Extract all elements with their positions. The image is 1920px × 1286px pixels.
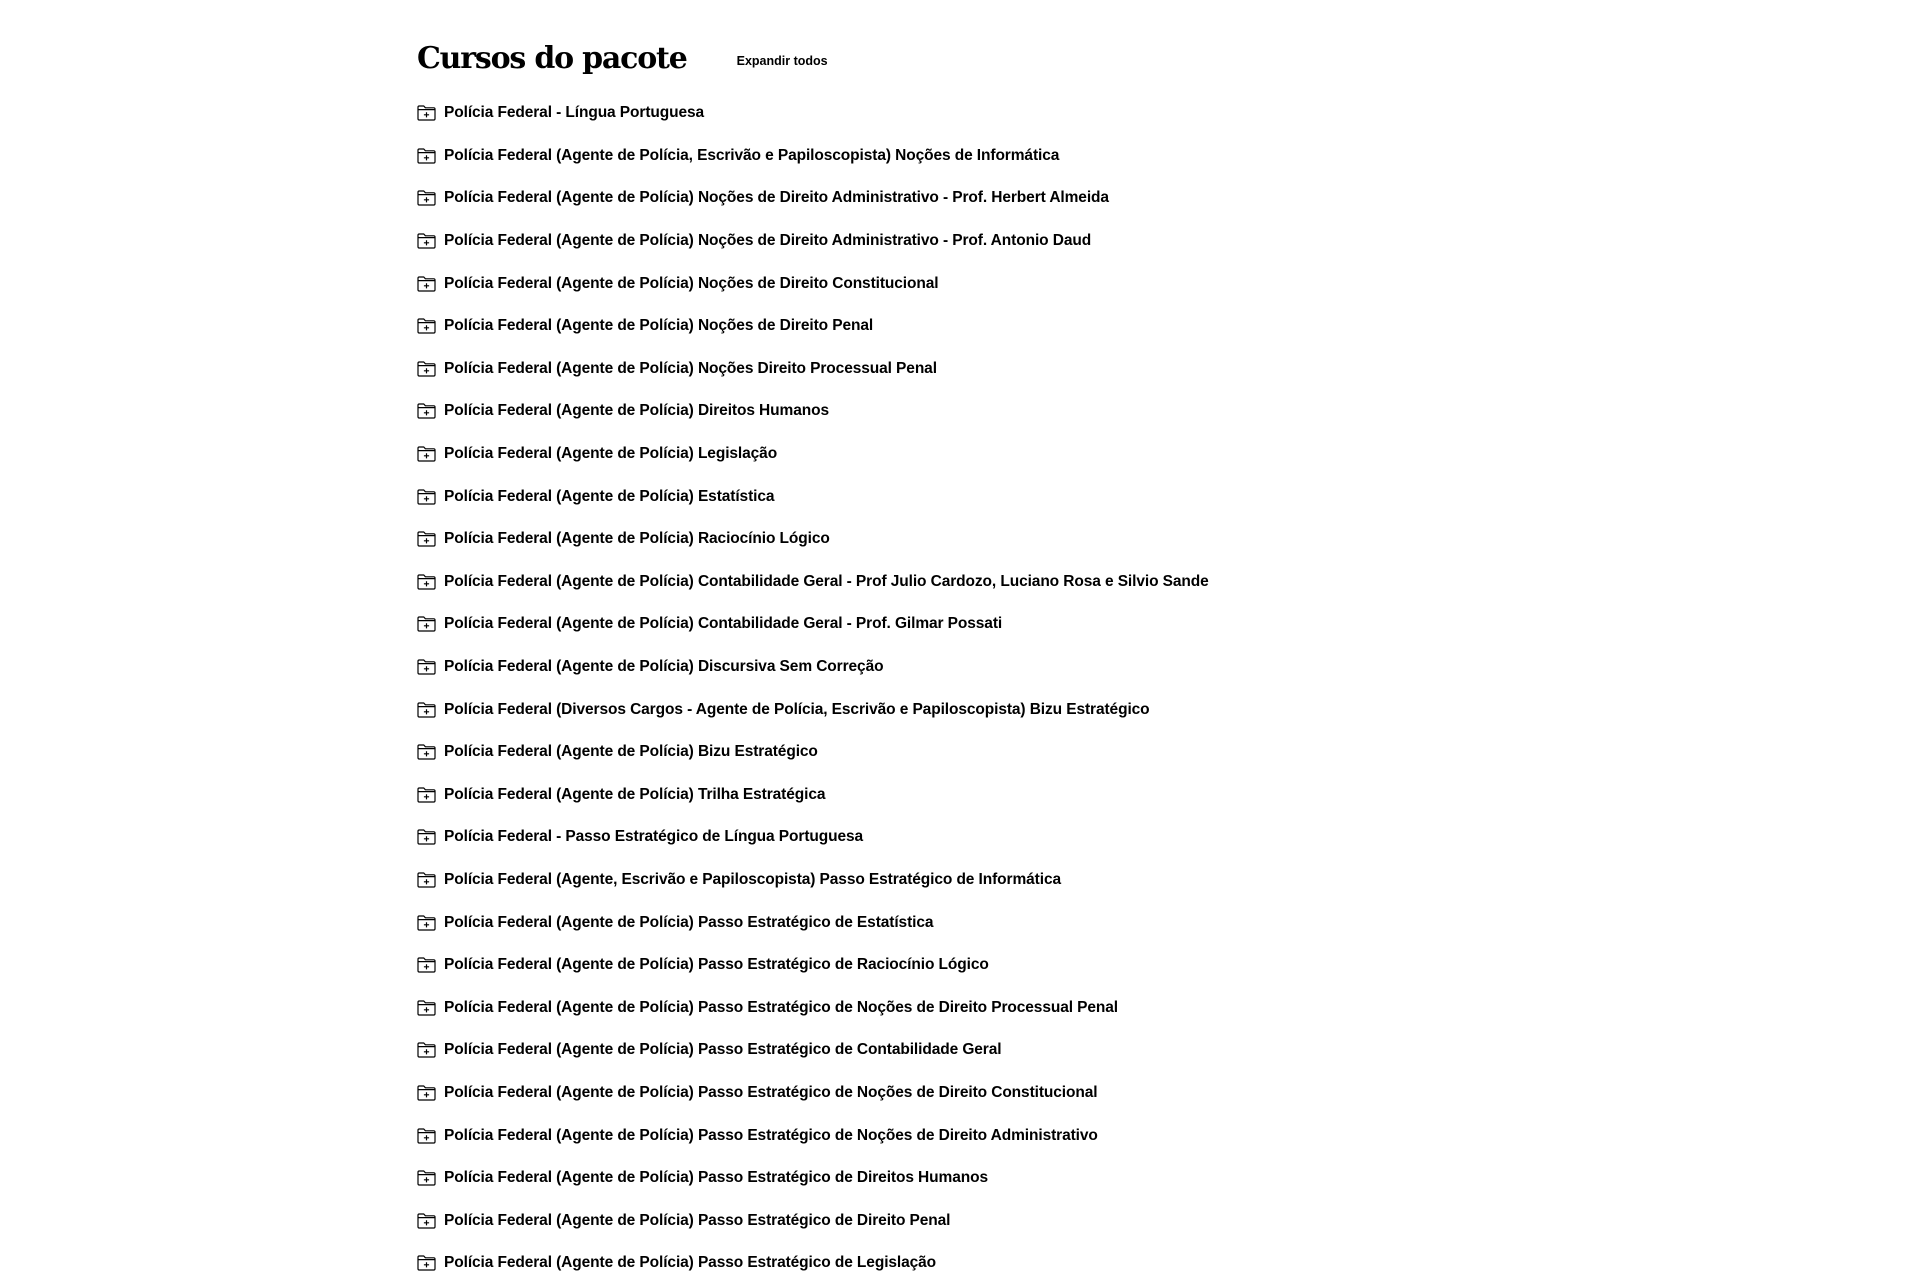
course-label: Polícia Federal (Agente de Polícia) Estatística xyxy=(444,487,775,505)
course-item[interactable] xyxy=(417,433,1517,476)
folder-plus-icon[interactable] xyxy=(417,787,436,803)
course-label: Polícia Federal (Agente de Polícia) Bizu Estratégico xyxy=(444,743,818,761)
course-label: Polícia Federal (Agente de Polícia) Trilha Estratégica xyxy=(444,785,826,803)
course-item[interactable] xyxy=(417,262,1517,305)
folder-plus-icon[interactable] xyxy=(417,1255,436,1271)
course-label: Polícia Federal (Agente de Polícia) Passo Estratégico de Noções de Direito Administrativo xyxy=(444,1126,1098,1144)
course-item[interactable] xyxy=(417,220,1517,263)
course-label: Polícia Federal (Agente de Polícia) Noções de Direito Administrativo - Prof. Herbert Almeida xyxy=(444,189,1109,207)
folder-plus-icon[interactable] xyxy=(417,190,436,206)
folder-plus-icon[interactable] xyxy=(417,531,436,547)
course-label: Polícia Federal (Agente de Polícia) Passo Estratégico de Direitos Humanos xyxy=(444,1169,988,1187)
course-item[interactable] xyxy=(417,561,1517,604)
section-title: Cursos do pacote xyxy=(417,41,687,76)
folder-plus-icon[interactable] xyxy=(417,574,436,590)
course-label: Polícia Federal - Passo Estratégico de Língua Portuguesa xyxy=(444,828,864,846)
course-label: Polícia Federal (Agente de Polícia, Escrivão e Papiloscopista) Noções de Informática xyxy=(444,146,1060,164)
course-item[interactable] xyxy=(417,816,1517,859)
folder-plus-icon[interactable] xyxy=(417,744,436,760)
course-label: Polícia Federal (Agente de Polícia) Contabilidade Geral - Prof Julio Cardozo, Luciano Rosa e Silvio Sande xyxy=(444,572,1209,590)
course-item[interactable] xyxy=(417,177,1517,220)
folder-plus-icon[interactable] xyxy=(417,276,436,292)
course-item[interactable] xyxy=(417,731,1517,774)
folder-plus-icon[interactable] xyxy=(417,446,436,462)
folder-plus-icon[interactable] xyxy=(417,403,436,419)
course-item[interactable] xyxy=(417,774,1517,817)
course-item[interactable] xyxy=(417,348,1517,391)
course-item[interactable] xyxy=(417,475,1517,518)
course-item[interactable] xyxy=(417,305,1517,348)
course-label: Polícia Federal (Agente de Polícia) Raciocínio Lógico xyxy=(444,530,830,548)
course-list xyxy=(417,92,1517,1285)
folder-plus-icon[interactable] xyxy=(417,1170,436,1186)
folder-plus-icon[interactable] xyxy=(417,616,436,632)
folder-plus-icon[interactable] xyxy=(417,1042,436,1058)
course-label: Polícia Federal (Agente de Polícia) Passo Estratégico de Legislação xyxy=(444,1254,937,1272)
course-item[interactable] xyxy=(417,1242,1517,1285)
course-label: Polícia Federal (Agente de Polícia) Contabilidade Geral - Prof. Gilmar Possati xyxy=(444,615,1003,633)
course-item[interactable] xyxy=(417,1199,1517,1242)
course-item[interactable] xyxy=(417,1157,1517,1200)
course-item[interactable] xyxy=(417,944,1517,987)
course-item[interactable] xyxy=(417,390,1517,433)
course-label: Polícia Federal (Agente de Polícia) Passo Estratégico de Noções de Direito Processual Penal xyxy=(444,998,1118,1016)
course-item[interactable] xyxy=(417,1114,1517,1157)
course-item[interactable] xyxy=(417,92,1517,135)
section-header xyxy=(417,36,1517,82)
folder-plus-icon[interactable] xyxy=(417,233,436,249)
course-item[interactable] xyxy=(417,1029,1517,1072)
course-label: Polícia Federal (Agente de Polícia) Noções Direito Processual Penal xyxy=(444,359,937,377)
folder-plus-icon[interactable] xyxy=(417,702,436,718)
folder-plus-icon[interactable] xyxy=(417,489,436,505)
course-item[interactable] xyxy=(417,135,1517,178)
course-label: Polícia Federal (Agente de Polícia) Passo Estratégico de Direito Penal xyxy=(444,1211,951,1229)
folder-plus-icon[interactable] xyxy=(417,957,436,973)
course-item[interactable] xyxy=(417,688,1517,731)
course-label: Polícia Federal (Agente de Polícia) Direitos Humanos xyxy=(444,402,829,420)
folder-plus-icon[interactable] xyxy=(417,872,436,888)
course-label: Polícia Federal (Diversos Cargos - Agente de Polícia, Escrivão e Papiloscopista) Bizu Estratégico xyxy=(444,700,1150,718)
course-item[interactable] xyxy=(417,1072,1517,1115)
course-label: Polícia Federal (Agente de Polícia) Legislação xyxy=(444,445,778,463)
course-label: Polícia Federal (Agente de Polícia) Passo Estratégico de Noções de Direito Constitucional xyxy=(444,1083,1098,1101)
course-label: Polícia Federal (Agente de Polícia) Noções de Direito Penal xyxy=(444,317,874,335)
course-label: Polícia Federal (Agente, Escrivão e Papiloscopista) Passo Estratégico de Informática xyxy=(444,870,1061,888)
folder-plus-icon[interactable] xyxy=(417,1085,436,1101)
course-label: Polícia Federal - Língua Portuguesa xyxy=(444,104,705,122)
folder-plus-icon[interactable] xyxy=(417,1128,436,1144)
course-label: Polícia Federal (Agente de Polícia) Passo Estratégico de Estatística xyxy=(444,913,934,931)
course-package-section xyxy=(417,36,1517,1285)
folder-plus-icon[interactable] xyxy=(417,659,436,675)
course-item[interactable] xyxy=(417,646,1517,689)
folder-plus-icon[interactable] xyxy=(417,105,436,121)
course-item[interactable] xyxy=(417,603,1517,646)
folder-plus-icon[interactable] xyxy=(417,915,436,931)
folder-plus-icon[interactable] xyxy=(417,318,436,334)
course-item[interactable] xyxy=(417,859,1517,902)
course-label: Polícia Federal (Agente de Polícia) Passo Estratégico de Raciocínio Lógico xyxy=(444,956,989,974)
course-item[interactable] xyxy=(417,518,1517,561)
course-label: Polícia Federal (Agente de Polícia) Passo Estratégico de Contabilidade Geral xyxy=(444,1041,1002,1059)
folder-plus-icon[interactable] xyxy=(417,1213,436,1229)
course-label: Polícia Federal (Agente de Polícia) Noções de Direito Constitucional xyxy=(444,274,939,292)
expand-all-button[interactable]: Expandir todos xyxy=(737,50,828,72)
folder-plus-icon[interactable] xyxy=(417,361,436,377)
course-label: Polícia Federal (Agente de Polícia) Discursiva Sem Correção xyxy=(444,658,884,676)
course-label: Polícia Federal (Agente de Polícia) Noções de Direito Administrativo - Prof. Antonio Daud xyxy=(444,232,1092,250)
folder-plus-icon[interactable] xyxy=(417,148,436,164)
course-item[interactable] xyxy=(417,901,1517,944)
course-item[interactable] xyxy=(417,986,1517,1029)
folder-plus-icon[interactable] xyxy=(417,829,436,845)
folder-plus-icon[interactable] xyxy=(417,1000,436,1016)
